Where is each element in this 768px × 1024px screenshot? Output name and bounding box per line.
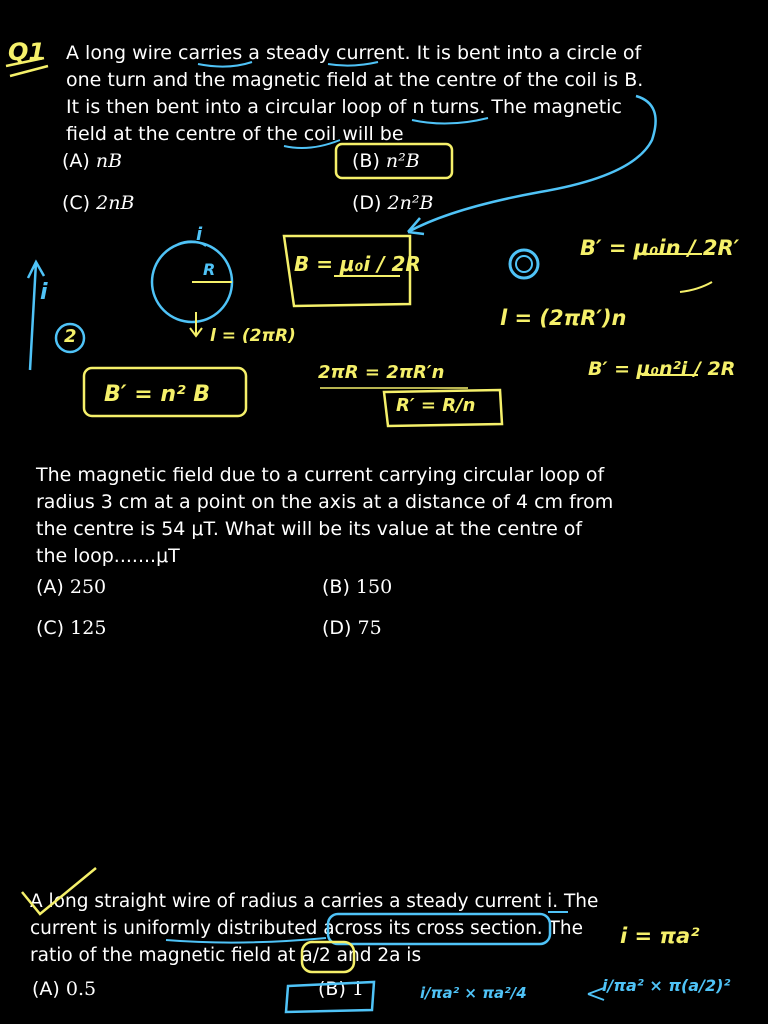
- option-label: (A): [36, 576, 64, 598]
- answer-b-prime: B′ = n² B: [104, 382, 211, 407]
- current-label-top: i: [196, 224, 203, 245]
- option-value: 250: [69, 576, 107, 598]
- option-value: n²B: [385, 150, 420, 172]
- question-2-line-2: radius 3 cm at a point on the axis at a distance of 4 cm from: [36, 491, 614, 513]
- option-value: 2n²B: [387, 192, 434, 214]
- current-arrow-label: i: [40, 280, 48, 305]
- question-1-line-3: It is then bent into a circular loop of n turns. The magnetic: [66, 96, 622, 118]
- question-2-line-4: the loop.......μT: [36, 545, 180, 567]
- formula-b-prime-final: B′ = μ₀n²i / 2R: [588, 358, 736, 380]
- radius-label: R: [203, 260, 216, 279]
- question-3-line-1: A long straight wire of radius a carries a steady current i. The: [30, 891, 599, 912]
- option-value: 1: [351, 978, 365, 1000]
- length-note: l = (2πR): [210, 326, 296, 346]
- b-prime-underline: [680, 282, 712, 292]
- question-1-line-2: one turn and the magnetic field at the centre of the coil is B.: [66, 69, 644, 91]
- option-label: (C): [62, 192, 91, 214]
- left-current-arrow: [28, 262, 44, 370]
- question-2-line-3: the centre is 54 μT. What will be its value at the centre of: [36, 518, 583, 540]
- q1-option-d[interactable]: [352, 192, 433, 214]
- down-arrow: [190, 312, 202, 336]
- question-2-line-1: The magnetic field due to a current carrying circular loop of: [36, 464, 605, 486]
- equation-r-prime: R′ = R/n: [396, 395, 476, 416]
- q3-option-b[interactable]: [318, 978, 364, 1000]
- option-label: (A): [62, 150, 90, 172]
- option-label: (B): [322, 576, 350, 598]
- question-3-line-2: current is uniformly distributed across its cross section. The: [30, 918, 583, 939]
- question-1-line-4: field at the centre of the coil will be: [66, 123, 404, 145]
- option-label: (C): [36, 617, 65, 639]
- question-3-text: [30, 888, 598, 969]
- question-1-text: [66, 40, 643, 148]
- option-value: 125: [70, 617, 107, 639]
- formula-b-prime: B′ = μ₀in / 2R′: [580, 236, 740, 260]
- fraction-note-right: i/πa² × π(a/2)²: [602, 976, 731, 995]
- option-label: (B): [318, 978, 346, 1000]
- q1-option-c[interactable]: [62, 192, 134, 214]
- equation-equate: 2πR = 2πR′n: [318, 362, 445, 383]
- curved-arrow-head: [408, 218, 424, 234]
- q1-option-b[interactable]: [352, 150, 420, 172]
- option-label: (D): [352, 192, 382, 214]
- q1-option-a[interactable]: [62, 150, 122, 172]
- scribble-marker: [510, 250, 538, 278]
- formula-b: B = μ₀i / 2R: [294, 252, 421, 276]
- option-value: 75: [357, 617, 382, 639]
- option-value: nB: [95, 150, 123, 172]
- option-value: 2nB: [96, 192, 135, 214]
- question-number-1: Q1: [8, 38, 46, 66]
- step-two-label: 2: [64, 326, 77, 347]
- q2-option-b[interactable]: [322, 576, 392, 598]
- q2-option-d[interactable]: [322, 617, 382, 639]
- formula-length-n: l = (2πR′)n: [500, 306, 627, 330]
- option-label: (A): [32, 978, 60, 1000]
- question-2-text: [36, 462, 613, 570]
- scribble-marker-inner: [516, 256, 532, 272]
- option-value: 0.5: [65, 978, 97, 1000]
- loop-circle: [152, 242, 232, 322]
- fraction-note-left: i/πa² × πa²/4: [420, 984, 527, 1002]
- area-note: i = πa²: [620, 924, 700, 948]
- q3-option-a[interactable]: [32, 978, 96, 1000]
- question-3-line-3: ratio of the magnetic field at a/2 and 2a is: [30, 945, 422, 966]
- q2-option-a[interactable]: [36, 576, 106, 598]
- option-value: 150: [355, 576, 393, 598]
- question-1-line-1: A long wire carries a steady current. It is bent into a circle of: [66, 42, 642, 64]
- q2-option-c[interactable]: [36, 617, 106, 639]
- option-label: (B): [352, 150, 380, 172]
- option-label: (D): [322, 617, 352, 639]
